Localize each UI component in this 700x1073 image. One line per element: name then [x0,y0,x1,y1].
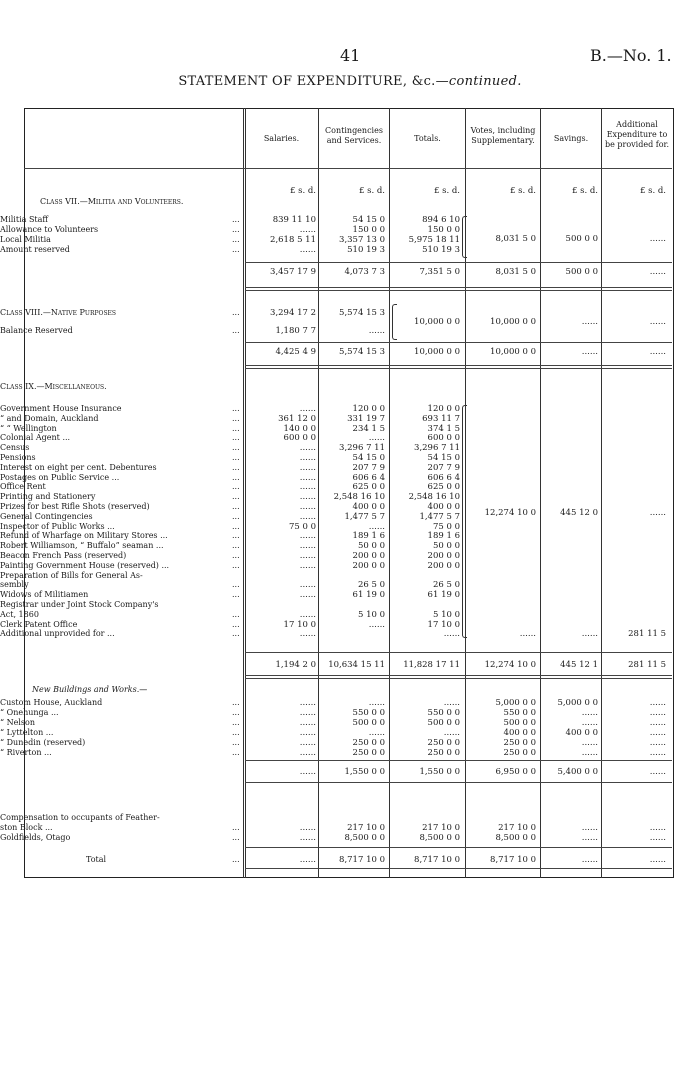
amount-cell: 10,634 15 11 [328,660,385,670]
amount-cell: ...... [299,767,316,777]
amount-cell: 61 19 0 [352,590,385,601]
section-title: Class VIII.—Native Purposes [0,308,117,317]
title-main: STATEMENT OF EXPENDITURE, &c.— [178,74,449,89]
amount-cell: ...... [581,718,598,728]
amount-cell: 550 0 0 [503,708,536,718]
row-label: Amount reserved [0,245,70,254]
amount-cell: 10,000 0 0 [414,317,460,327]
amount-cell: 550 0 0 [352,708,385,718]
row-label: Militia Staff [0,215,49,224]
row-label: Allowance to Volunteers [0,225,99,234]
leader-dots: ... [232,462,240,472]
row-label: Preparation of Bills for General As- [0,570,143,580]
amount-cell: 12,274 10 0 [484,660,536,670]
amount-cell: 7,351 5 0 [419,267,460,277]
amount-cell: 1,550 0 0 [419,767,460,777]
amount-cell: ...... [299,443,316,454]
section-title: New Buildings and Works.— [32,685,148,694]
row-label: Census [0,443,30,453]
leader-dots: ... [232,482,240,492]
col-divider [243,108,246,878]
amount-cell: 54 15 0 [427,453,460,463]
amount-cell: 207 7 9 [352,462,385,473]
amount-cell: 5,574 15 3 [339,347,385,357]
currency-symbol: £ s. d. [433,186,460,196]
amount-cell: ...... [299,245,316,255]
amount-cell: ...... [299,560,316,571]
col-divider [318,108,319,878]
amount-cell: ...... [581,738,598,748]
amount-cell: ...... [299,590,316,601]
currency-symbol: £ s. d. [571,186,598,196]
amount-cell: ...... [649,267,666,277]
amount-cell: ...... [299,404,316,414]
amount-cell: 8,717 10 0 [490,855,536,865]
amount-cell: 54 15 0 [352,215,385,225]
amount-cell: 200 0 0 [352,560,385,571]
amount-cell: 17 10 0 [283,619,316,630]
amount-cell: ...... [299,511,316,522]
amount-cell: ...... [299,855,316,865]
amount-cell: ...... [299,580,316,591]
total-label: Total [86,855,107,864]
row-label: Refund of Wharfage on Military Stores ... [0,531,168,541]
amount-cell: 331 19 7 [347,413,385,424]
section-rule [245,368,672,369]
amount-cell: 693 11 7 [422,413,460,424]
amount-cell: 50 0 0 [432,541,460,552]
amount-cell: 5,975 18 11 [408,235,460,245]
brace-mark [462,405,467,638]
amount-cell: 10,000 0 0 [414,347,460,357]
amount-cell: ...... [299,492,316,503]
brace-mark [392,304,397,340]
row-label: Prizes for best Rifle Shots (reserved) [0,502,150,511]
amount-cell: ...... [368,728,385,738]
leader-dots: ... [232,541,240,551]
amount-cell: 500 0 0 [565,234,598,244]
leader-dots: ... [232,511,240,521]
row-label: Office Rent [0,482,46,492]
row-label: “ “ Wellington [0,423,57,433]
row-label: Registrar under Joint Stock Company's [0,600,159,609]
leader-dots: ... [232,531,240,541]
amount-cell: ...... [368,433,385,444]
amount-cell: 61 19 0 [427,590,460,601]
amount-cell: ...... [649,748,666,758]
row-label: Government House Insurance [0,404,122,413]
amount-cell: 8,500 0 0 [344,833,385,843]
row-label: “ and Domain, Auckland [0,413,99,423]
header-salaries: Salaries. [263,134,300,143]
amount-cell: ...... [299,728,316,738]
amount-cell: 150 0 0 [427,225,460,235]
amount-cell: ...... [368,619,385,630]
section-title: Class IX.—Miscellaneous. [0,382,107,391]
amount-cell: ...... [299,502,316,512]
currency-symbol: £ s. d. [289,186,316,196]
amount-cell: 500 0 0 [503,718,536,728]
section-rule [245,678,672,679]
currency-symbol: £ s. d. [509,186,536,196]
amount-cell: ...... [649,317,666,327]
page-title [0,74,700,89]
amount-cell: 250 0 0 [427,738,460,748]
leader-dots: ... [232,609,240,619]
leader-dots: ... [232,580,240,590]
leader-dots: ... [232,492,240,502]
brace-mark [462,216,467,258]
page-number: 41 [340,46,361,65]
amount-cell: 606 6 4 [352,472,385,483]
amount-cell: 1,477 5 7 [419,511,460,522]
amount-cell: ...... [443,698,460,708]
leader-dots: ... [232,326,240,335]
amount-cell: ...... [299,738,316,748]
leader-dots: ... [232,619,240,629]
amount-cell: 10,000 0 0 [490,347,536,357]
amount-cell: ...... [299,748,316,758]
row-label: ston Block ... [0,823,53,832]
amount-cell: 600 0 0 [427,433,460,444]
total-rule [245,868,672,869]
amount-cell: ...... [299,462,316,473]
amount-cell: 10,000 0 0 [490,317,536,327]
amount-cell: ...... [299,453,316,463]
amount-cell: ...... [649,508,666,518]
total-rule [245,652,672,653]
amount-cell: 200 0 0 [427,551,460,561]
amount-cell: 250 0 0 [427,748,460,758]
header-additional: Additional Expenditure to be provided for. [604,120,670,149]
amount-cell: 75 0 0 [288,521,316,532]
amount-cell: 8,031 5 0 [495,234,536,244]
amount-cell: 1,194 2 0 [275,660,316,670]
section-rule [245,675,672,676]
amount-cell: 400 0 0 [503,728,536,738]
amount-cell: ...... [581,833,598,843]
amount-cell: 281 11 5 [628,629,666,640]
amount-cell: 250 0 0 [352,748,385,758]
amount-cell: ...... [649,234,666,244]
leader-dots: ... [232,698,240,707]
amount-cell: 12,274 10 0 [484,508,536,518]
amount-cell: 2,618 5 11 [270,235,316,245]
leader-dots: ... [232,855,240,864]
amount-cell: ...... [581,347,598,357]
row-label: Local Militia [0,235,51,244]
amount-cell: ...... [368,521,385,532]
row-label: Clerk Patent Office [0,619,78,629]
leader-dots: ... [232,718,240,727]
amount-cell: 500 0 0 [352,718,385,728]
amount-cell: 445 12 1 [560,660,598,670]
total-rule [245,262,672,263]
amount-cell: 8,500 0 0 [419,833,460,843]
amount-cell: 4,425 4 9 [275,347,316,357]
leader-dots: ... [232,833,240,842]
leader-dots: ... [232,728,240,737]
row-label: sembly [0,580,29,590]
amount-cell: 189 1 6 [427,531,460,542]
amount-cell: ...... [368,326,385,336]
total-rule [245,760,672,761]
amount-cell: 2,548 16 10 [408,492,460,503]
amount-cell: 5 10 0 [432,609,460,620]
row-label: General Contingencies [0,511,93,521]
section-rule [245,365,672,366]
amount-cell: 120 0 0 [352,404,385,414]
amount-cell: ...... [299,482,316,493]
leader-dots: ... [232,413,240,423]
amount-cell: 189 1 6 [352,531,385,542]
amount-cell: 250 0 0 [503,738,536,748]
amount-cell: 8,500 0 0 [495,833,536,843]
row-label: Act, 1860 [0,609,39,619]
amount-cell: 200 0 0 [427,560,460,571]
amount-cell: 17 10 0 [427,619,460,630]
amount-cell: 250 0 0 [503,748,536,758]
amount-cell: ...... [299,708,316,718]
row-label: Interest on eight per cent. Debentures [0,462,157,472]
title-continued: continued. [448,74,522,89]
amount-cell: ...... [649,718,666,728]
amount-cell: 1,180 7 7 [275,326,316,336]
amount-cell: 3,296 7 11 [339,443,385,454]
col-divider [601,108,602,878]
amount-cell: ...... [368,698,385,708]
amount-cell: ...... [581,748,598,758]
amount-cell: ...... [581,823,598,833]
amount-cell: ...... [443,629,460,640]
leader-dots: ... [232,245,240,254]
amount-cell: ...... [581,855,598,865]
leader-dots: ... [232,472,240,482]
amount-cell: ...... [649,738,666,748]
amount-cell: ...... [649,823,666,833]
leader-dots: ... [232,708,240,717]
leader-dots: ... [232,560,240,570]
row-label: Beacon French Pass (reserved) [0,551,127,560]
amount-cell: ...... [649,728,666,738]
leader-dots: ... [232,215,240,224]
amount-cell: 5,400 0 0 [557,767,598,777]
row-label: Compensation to occupants of Feather- [0,813,160,822]
leader-dots: ... [232,521,240,531]
row-label: Goldfields, Otago [0,833,71,842]
amount-cell: 8,717 10 0 [414,855,460,865]
amount-cell: 894 6 10 [422,215,460,225]
amount-cell: 510 19 3 [422,245,460,255]
amount-cell: 625 0 0 [427,482,460,493]
total-rule [245,342,672,343]
amount-cell: 600 0 0 [283,433,316,444]
amount-cell: 75 0 0 [432,521,460,532]
amount-cell: 5,000 0 0 [495,698,536,708]
leader-dots: ... [232,443,240,453]
amount-cell: 3,357 13 0 [339,235,385,245]
row-label: Pensions [0,453,36,462]
leader-dots: ... [232,590,240,600]
leader-dots: ... [232,225,240,234]
amount-cell: ...... [649,833,666,843]
amount-cell: 6,950 0 0 [495,767,536,777]
header-contingencies: Contingencies and Services. [325,126,383,145]
amount-cell: ...... [649,855,666,865]
amount-cell: ...... [299,698,316,708]
amount-cell: 120 0 0 [427,404,460,414]
amount-cell: 217 10 0 [498,823,536,833]
row-label: Widows of Militiamen [0,590,89,600]
amount-cell: ...... [649,698,666,708]
leader-dots: ... [232,423,240,433]
leader-dots: ... [232,308,240,317]
amount-cell: ...... [519,629,536,640]
leader-dots: ... [232,738,240,747]
row-label: “ Nelson [0,718,35,727]
row-label: Printing and Stationery [0,492,96,502]
row-label: “ Lyttelton ... [0,728,54,737]
amount-cell: 374 1 5 [427,423,460,434]
row-label: “ Riverton ... [0,748,52,757]
amount-cell: 4,073 7 3 [344,267,385,277]
amount-cell: ...... [299,718,316,728]
amount-cell: 250 0 0 [352,738,385,748]
section-rule [245,287,672,288]
amount-cell: 54 15 0 [352,453,385,463]
amount-cell: 26 5 0 [357,580,385,591]
amount-cell: ...... [299,541,316,552]
amount-cell: 217 10 0 [347,823,385,833]
row-label: Custom House, Auckland [0,698,103,707]
leader-dots: ... [232,551,240,560]
amount-cell: 3,296 7 11 [414,443,460,454]
amount-cell: 217 10 0 [422,823,460,833]
amount-cell: 11,828 17 11 [403,660,460,670]
amount-cell: 839 11 10 [272,215,316,225]
amount-cell: 510 19 3 [347,245,385,255]
amount-cell: ...... [299,225,316,235]
amount-cell: 5 10 0 [357,609,385,620]
section-rule [245,782,672,783]
amount-cell: ...... [649,767,666,777]
leader-dots: ... [232,629,240,639]
amount-cell: 400 0 0 [352,502,385,512]
amount-cell: 150 0 0 [352,225,385,235]
amount-cell: 26 5 0 [432,580,460,591]
row-label: Robert Williamson, “ Buffalo” seaman ... [0,541,164,551]
amount-cell: ...... [299,629,316,640]
leader-dots: ... [232,748,240,757]
amount-cell: 606 6 4 [427,472,460,483]
header-savings: Savings. [553,134,589,143]
header-votes: Votes, including Supplementary. [470,126,536,145]
amount-cell: 400 0 0 [427,502,460,512]
amount-cell: 625 0 0 [352,482,385,493]
amount-cell: ...... [299,531,316,542]
row-label: Additional unprovided for ... [0,629,115,639]
amount-cell: 1,477 5 7 [344,511,385,522]
amount-cell: 500 0 0 [427,718,460,728]
document-id: B.—No. 1. [590,46,672,65]
amount-cell: 281 11 5 [628,660,666,670]
amount-cell: 1,550 0 0 [344,767,385,777]
amount-cell: ...... [299,551,316,561]
amount-cell: ...... [581,629,598,640]
header-rule [24,168,672,169]
amount-cell: 2,548 16 10 [333,492,385,503]
row-label: Postages on Public Service ... [0,472,120,482]
leader-dots: ... [232,453,240,462]
amount-cell: 234 1 5 [352,423,385,434]
amount-cell: 200 0 0 [352,551,385,561]
currency-symbol: £ s. d. [358,186,385,196]
amount-cell: 50 0 0 [357,541,385,552]
amount-cell: 3,457 17 9 [270,267,316,277]
amount-cell: 5,574 15 3 [339,308,385,318]
amount-cell: 445 12 0 [560,508,598,518]
header-totals: Totals. [414,134,441,143]
section-rule [245,290,672,291]
amount-cell: 207 7 9 [427,462,460,473]
row-label: Balance Reserved [0,326,73,335]
leader-dots: ... [232,433,240,443]
amount-cell: ...... [649,708,666,718]
row-label: Painting Government House (reserved) ... [0,560,170,570]
row-label: Inspector of Public Works ... [0,521,115,531]
leader-dots: ... [232,502,240,511]
total-rule [245,847,672,848]
leader-dots: ... [232,404,240,413]
amount-cell: 140 0 0 [283,423,316,434]
amount-cell: 361 12 0 [278,413,316,424]
amount-cell: 500 0 0 [565,267,598,277]
amount-cell: ...... [299,823,316,833]
amount-cell: ...... [649,347,666,357]
leader-dots: ... [232,235,240,244]
amount-cell: ...... [443,728,460,738]
leader-dots: ... [232,823,240,832]
row-label: “ Onehunga ... [0,708,59,717]
amount-cell: 3,294 17 2 [270,308,316,318]
amount-cell: 8,031 5 0 [495,267,536,277]
amount-cell: 550 0 0 [427,708,460,718]
amount-cell: ...... [299,609,316,620]
amount-cell: 400 0 0 [565,728,598,738]
amount-cell: ...... [299,833,316,843]
row-label: Colonial Agent ... [0,433,71,443]
amount-cell: ...... [299,472,316,483]
section-title: Class VII.—Militia and Volunteers. [40,197,184,206]
amount-cell: 8,717 10 0 [339,855,385,865]
amount-cell: 5,000 0 0 [557,698,598,708]
amount-cell: ...... [581,708,598,718]
col-divider [540,108,541,878]
currency-symbol: £ s. d. [639,186,666,196]
row-label: “ Dunedin (reserved) [0,738,86,747]
col-divider [389,108,390,878]
amount-cell: ...... [581,317,598,327]
